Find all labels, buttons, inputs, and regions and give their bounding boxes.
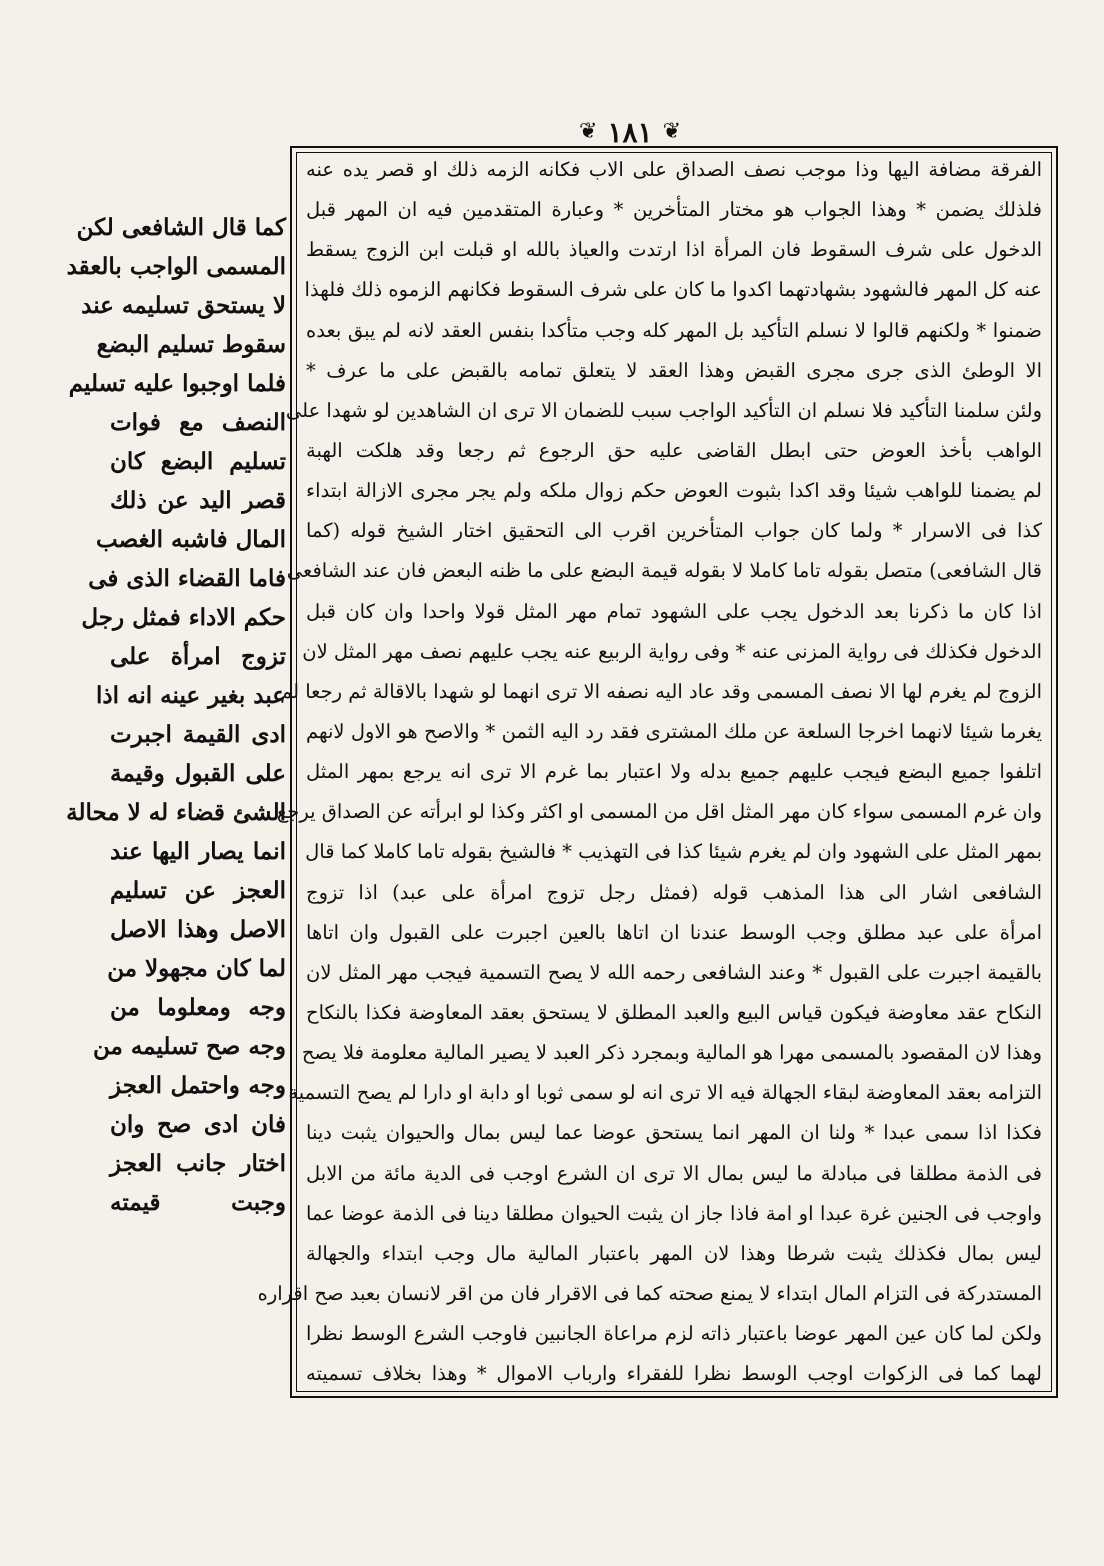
- margin-text-line: وجه واحتمل العجز: [110, 1071, 286, 1099]
- main-text-line: ليس بمال فكذلك يثبت شرطا وهذا لان المهر باعتبار المالية مال وجب ابتداء والجهالة: [306, 1241, 1042, 1265]
- margin-text-line: على القبول وقيمة: [110, 759, 286, 787]
- margin-text-line: اختار جانب العجز: [110, 1149, 286, 1177]
- main-text-line: ضمنوا * ولكنهم قالوا لا نسلم التأكيد بل المهر كله وجب متأكدا بنفس العقد لانه لم يبق بعده: [306, 318, 1042, 342]
- margin-text-line: انما يصار اليها عند: [110, 837, 286, 865]
- main-text-line: بمهر المثل على الشهود وان لم يغرم شيئا كذا فى التهذيب * فالشيخ بقوله تاما كاملا كما قال: [305, 840, 1042, 864]
- margin-text-line: المال فاشبه الغصب: [96, 525, 286, 553]
- main-text-line: وان غرم المسمى سواء كان مهر المثل اقل من المسمى او اكثر وكذا لو ابرأته عن الصداق يرجع: [276, 800, 1042, 824]
- main-text-line: عنه كل المهر فالشهود بشهادتهما اكدوا ما كان على شرف السقوط فكانهم الزموه ذلك فلهذا: [304, 278, 1042, 302]
- main-text-line: الدخول على شرف السقوط فان المرأة اذا ارتدت والعياذ بالله او قبلت ابن الزوج يسقط: [306, 238, 1042, 262]
- main-text-line: الا الوطئ الذى جرى مجرى القبض وهذا العقد لا يتعلق تمامه بالقبض على ما عرف *: [306, 358, 1042, 382]
- margin-text-line: ادى القيمة اجبرت: [110, 720, 286, 748]
- margin-text-line: تزوج امرأة على: [110, 642, 286, 670]
- main-text-line: واوجب فى الجنين غرة عبدا او امة فاذا جاز ان يثبت الحيوان مطلقا دينا فى الذمة عوضا عما: [306, 1201, 1042, 1225]
- margin-text-line: وجه صح تسليمه من: [93, 1032, 286, 1060]
- main-text-line: الفرقة مضافة اليها وذا موجب نصف الصداق على الاب فكانه الزمه ذلك او قصر يده عنه: [306, 158, 1042, 181]
- margin-text-line: كما قال الشافعى لكن: [76, 214, 286, 241]
- main-text-line: الدخول فكذلك فى رواية المزنى عنه * وفى رواية الربيع عنه يجب عليهم نصف مهر المثل لان: [302, 639, 1042, 663]
- main-text-block: [257, 158, 1042, 1386]
- margin-text-line: فان ادى صح وان: [110, 1110, 286, 1138]
- main-text-line: فكذا اذا سمى عبدا * ولنا ان المهر انما يستحق عوضا عما ليس بمال والحيوان يثبت دينا: [306, 1121, 1042, 1145]
- main-text-line: اتلفوا جميع البضع فيجب عليهم جميع بدله ولا اعتبار بما غرم الا ترى انه يرجع بمهر المثل: [306, 760, 1042, 784]
- main-text-frame: [257, 146, 1058, 1398]
- main-text-line: كذا فى الاسرار * ولما كان جواب المتأخرين اقرب الى التحقيق اختار الشيخ قوله (كما: [306, 519, 1042, 543]
- margin-text-line: الشئ قضاء له لا محالة: [66, 798, 286, 826]
- margin-text-line: فاما القضاء الذى فى: [88, 564, 286, 592]
- main-text-line: امرأة على عبد مطلق وجب الوسط عندنا ان اتاها بالعين اجبرت على القبول وان اتاها: [306, 920, 1042, 944]
- margin-text-line: لما كان مجهولا من: [107, 954, 286, 982]
- margin-text-line: وجه ومعلوما من: [110, 993, 286, 1021]
- margin-text-line: المسمى الواجب بالعقد: [66, 252, 286, 280]
- margin-text-line: الاصل وهذا الاصل: [110, 915, 286, 943]
- margin-text-line: عبد بغير عينه انه اذا: [96, 681, 286, 709]
- ornament-left-icon: ❦: [662, 119, 681, 144]
- main-text-line: الواهب بأخذ العوض حتى ابطل القاضى عليه حق الرجوع ثم رجعا وقد هلكت الهبة: [306, 438, 1042, 462]
- main-text-line: الزوج لم يغرم لها الا نصف المسمى وقد عاد اليه نصفه الا ترى انهما لو شهدا بالاقالة ثم رجعا لم: [280, 679, 1042, 703]
- main-text-line: النكاح عقد معاوضة فيكون قياس البيع والعبد المطلق لا يستحق بعقد المعاوضة فكذا بالنكاح: [306, 1000, 1042, 1024]
- main-text-line: وهذا لان المقصود بالمسمى مهرا هو المالية وبمجرد ذكر العبد لا يصير المالية معلومة فلا يصح: [301, 1041, 1042, 1065]
- main-text-line: لم يضمنا للواهب شيئا وقد اكدا بثبوت العوض حكم زوال ملكه ولم يجر مجرى الازالة ابتداء: [306, 479, 1042, 503]
- main-text-line: اذا كان ما ذكرنا بعد الدخول يجب على الشهود تمام مهر المثل قولا واحدا وان كان قبل: [306, 599, 1042, 623]
- margin-text-line: لا يستحق تسليمه عند: [81, 291, 286, 319]
- main-text-line: التزامه بعقد المعاوضة لبقاء الجهالة فيه الا ترى انه لو سمى ثوبا او دابة او دارا لم يصح التسمية: [288, 1081, 1042, 1105]
- ornament-right-icon: ❦: [579, 119, 598, 144]
- main-text-line: يغرما شيئا لانهما اخرجا السلعة عن ملك المشترى فقد رد اليه الثمن * والاصح هو الاول لانهم: [306, 719, 1042, 743]
- margin-text-line: فلما اوجبوا عليه تسليم: [68, 369, 286, 397]
- main-text-line: المستدركة فى التزام المال ابتداء لا يمنع صحته كما فى الاقرار فان من اقر لانسان بعبد صح اقراره: [257, 1281, 1042, 1305]
- main-text-line: قال الشافعى) متصل بقوله تاما كاملا لا بقوله قيمة البضع على ما ظنه البعض فان عند الشافعى: [286, 559, 1042, 583]
- margin-text-line: سقوط تسليم البضع: [96, 330, 286, 358]
- margin-text-line: قصر اليد عن ذلك: [110, 486, 286, 514]
- page-number: ١٨١: [607, 115, 653, 149]
- main-text-line: فى الذمة مطلقا فى مبادلة ما ليس بمال الا ترى ان الشرع اوجب فى الدية مائة من الابل: [306, 1161, 1042, 1185]
- main-text-line: فلذلك يضمن * وهذا الجواب هو مختار المتأخرين * وعبارة المتقدمين فيه ان المهر قبل: [306, 198, 1042, 222]
- main-text-line: لهما كما فى الزكوات اوجب الوسط نظرا للفقراء وارباب الاموال * وهذا بخلاف تسميته: [306, 1362, 1042, 1386]
- margin-text-line: تسليم البضع كان: [110, 447, 286, 475]
- margin-text-line: وجبت قيمته: [110, 1188, 286, 1216]
- main-text-line: بالقيمة اجبرت على القبول * وعند الشافعى رحمه الله لا يصح التسمية فيجب مهر المثل لان: [306, 960, 1042, 984]
- margin-text-line: النصف مع فوات: [110, 408, 286, 436]
- margin-text-line: حكم الاداء فمثل رجل: [81, 603, 286, 631]
- main-text-line: ولئن سلمنا التأكيد فلا نسلم ان التأكيد الواجب سبب للضمان الا ترى ان الشاهدين لو شهدا على: [285, 398, 1042, 422]
- margin-text-line: العجز عن تسليم: [110, 876, 286, 904]
- margin-commentary: [66, 214, 286, 1216]
- main-text-line: الشافعى اشار الى هذا المذهب قوله (فمثل رجل تزوج امرأة على عبد) اذا تزوج: [306, 880, 1042, 904]
- main-text-line: ولكن لما كان عين المهر عوضا باعتبار ذاته لزم مراعاة الجانبين فاوجب الشرع الوسط نظرا: [306, 1322, 1042, 1346]
